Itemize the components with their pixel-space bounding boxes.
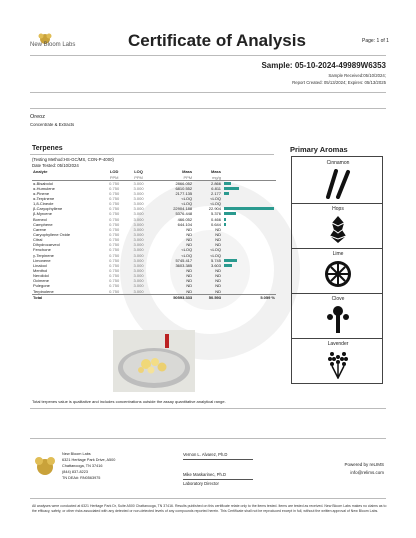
loq-cell: 3.000 [133,237,144,243]
loq-cell: 3.000 [133,242,144,248]
concentration-bar [224,218,226,221]
signature-2-title: Laboratory Director [183,481,219,486]
clove-icon [322,304,354,334]
mass-ppm-cell: <LOQ [181,252,193,258]
lod-cell: 0.750 [109,196,120,202]
total-label: Total [32,294,102,300]
lod-cell: 0.750 [109,262,120,268]
col-analyte: Analyte [33,169,48,175]
analyte-cell: 1,8-Cineole [33,201,54,207]
logo-text: New Bloom Labs [30,42,76,48]
lab-logo-icon [36,30,106,52]
lod-cell: 0.750 [109,180,120,186]
client-type: Concentrate & Extracts [30,122,75,127]
unit-lod: PPM [102,175,126,181]
loq-cell: 3.000 [133,252,144,258]
lod-cell: 0.750 [109,283,120,289]
mass-mg-cell: ND [215,232,221,238]
mass-mg-cell: ND [215,288,221,294]
signature-2: Mike Maskarinec, Ph.D [183,472,227,477]
mass-ppm-cell: ND [186,283,193,289]
analyte-cell: Linalool [33,262,47,268]
loq-cell: 3.000 [133,211,144,217]
disclaimer-divider [30,498,386,499]
loq-cell: 3.000 [133,232,144,238]
analyte-cell: Citral [33,237,43,243]
loq-cell: 3.000 [133,262,144,268]
report-dates: Report Created: 05/13/2024; Expires: 05/13/2025 [292,80,386,85]
mass-mg-cell: 3.603 [210,262,221,268]
loq-cell: 3.000 [133,185,144,191]
concentration-bar [224,192,229,195]
footer-address-2: Chattanooga, TN 37416 [62,464,103,468]
mass-ppm-cell: 3603.385 [175,262,193,268]
lod-cell: 0.750 [109,221,120,227]
mass-mg-cell: ND [215,273,221,279]
total-row [32,294,276,300]
mass-mg-cell: 5.745 [210,257,221,263]
mass-ppm-cell: <LOQ [181,247,193,253]
analyte-cell: Caryophyllene Oxide [33,232,71,238]
note-divider [30,408,386,409]
concentration-bar [224,187,239,190]
mass-ppm-cell: 2177.135 [175,190,193,196]
concentration-bar [224,264,232,267]
total-mass-mg: 50.593 [193,294,222,300]
mass-ppm-cell: 6810.552 [175,185,193,191]
lod-cell: 0.750 [109,216,120,222]
mass-ppm-cell: ND [186,288,193,294]
mass-ppm-cell: ND [186,268,193,273]
lod-cell: 0.750 [109,242,120,248]
mass-mg-cell: ND [215,226,221,232]
mass-mg-cell: <LOQ [210,201,221,207]
col-mass-ppm: Mass [182,169,193,175]
mass-mg-cell: <LOQ [210,196,221,202]
aroma-label-hops: Hops [332,206,344,212]
analyte-cell: Carene [33,226,47,232]
mass-ppm-cell: 466.052 [177,216,193,222]
concentration-bar [224,259,237,262]
mass-ppm-cell: 2866.052 [175,180,193,186]
concentration-bar [224,212,236,215]
aroma-label-lime: Lime [332,251,344,257]
mass-mg-cell: 2.177 [210,190,221,196]
analyte-cell: Terpinolene [33,288,54,294]
lod-cell: 0.750 [109,226,120,232]
hops-icon [322,214,354,244]
mass-ppm-cell: 5745.417 [175,257,193,263]
analyte-cell: β-Caryophyllene [33,206,63,212]
mass-mg-cell: 0.644 [210,221,221,227]
aroma-label-clove: Clove [331,296,345,302]
mass-mg-cell: <LOQ [210,252,221,258]
mass-mg-cell: 0.466 [210,216,221,222]
mass-mg-cell: 6.811 [211,185,221,191]
col-loq: LOQ [134,169,143,175]
sample-photo [113,330,195,392]
mass-ppm-cell: 5376.448 [175,211,193,217]
loq-cell: 3.000 [133,268,144,273]
mass-mg-cell: 5.376 [210,211,221,217]
mass-ppm-cell: <LOQ [181,201,193,207]
analyte-cell: Fenchone [33,247,51,253]
analyte-cell: γ-Terpinene [33,252,54,258]
loq-cell: 3.000 [133,283,144,289]
analyte-cell: α-Bisabolol [33,180,53,186]
footer-divider [30,438,386,439]
lod-cell: 0.750 [109,232,120,238]
analyte-cell: Borneol [33,216,47,222]
loq-cell: 3.000 [133,221,144,227]
mass-mg-cell: ND [215,242,221,248]
mass-ppm-cell: <LOQ [181,196,193,202]
footer-dea: TN DEA#: RN0563975 [62,476,101,480]
analyte-cell: Ocimene [33,278,50,284]
analyte-cell: α-Terpinene [33,196,55,202]
lod-cell: 0.750 [109,278,120,284]
mass-ppm-cell: ND [186,278,193,284]
lod-cell: 0.750 [109,288,120,294]
lod-cell: 0.750 [109,206,120,212]
lod-cell: 0.750 [109,185,120,191]
total-note: Total terpenes value is qualitative and includes concentrations outside the assay quantitative analytical range. [32,399,226,404]
analyte-cell: α-Pinene [33,190,50,196]
footer-phone: (844) 837-8223 [62,470,88,474]
lod-cell: 0.750 [109,211,120,217]
loq-cell: 3.000 [133,216,144,222]
client-name: Oreoz [30,114,45,120]
analyte-cell: Pulegone [33,283,50,289]
page-number: Page: 1 of 1 [362,38,389,44]
powered-by: Powered by reLIMS [344,462,384,467]
analyte-cell: β-Myrcene [33,211,52,217]
lod-cell: 0.750 [109,201,120,207]
lime-icon [322,259,354,289]
footer-lab-name: New Bloom Labs [62,452,91,456]
loq-cell: 3.000 [133,278,144,284]
mass-mg-cell: ND [215,268,221,273]
mass-ppm-cell: ND [186,273,193,279]
sample-received: Sample Received:05/10/2024; [328,73,386,78]
disclaimer: All analyses were conducted at 6321 Heritage Park Dr, Suite A500 Chattanooga, TN 37416. Results published on this certificate relate only to the items tested. Items are tested as received. New Bloom Labs makes no claims as to the efficacy, safety, or other risks associated with any detected or non-detected levels of any compounds reported herein. This Certificate shall not be reproduced except in full, without the written approval of New Bloom Labs. [32,504,387,513]
testing-method: (Testing Method:HS-GC/MS, CON-P-4000) [32,157,114,162]
lod-cell: 0.750 [109,257,120,263]
aroma-label-cinnamon: Cinnamon [326,160,350,166]
concentration-bar [224,182,231,185]
mass-mg-cell: ND [215,237,221,243]
terpenes-title: Terpenes [32,145,63,152]
concentration-bar [224,207,274,210]
terpenes-table [32,169,276,300]
loq-cell: 3.000 [133,273,144,279]
loq-cell: 3.000 [133,257,144,263]
footer-logo-icon [32,452,58,478]
lavender-icon [322,349,354,379]
date-tested: Date Tested: 05/10/2024 [32,163,79,168]
loq-cell: 3.000 [133,190,144,196]
analyte-cell: Menthol [33,268,48,273]
analyte-cell: Dihydrocarveol [33,242,60,248]
unit-loq: PPM [126,175,150,181]
lod-cell: 0.750 [109,190,120,196]
mass-ppm-cell: ND [186,237,193,243]
loq-cell: 3.000 [133,180,144,186]
loq-cell: 3.000 [133,201,144,207]
mass-mg-cell: 22.904 [208,206,221,212]
client-divider [30,108,386,109]
aroma-label-lavender: Lavender [327,341,349,347]
lod-cell: 0.750 [109,247,120,253]
total-percent: 5.059 % [222,294,276,300]
footer-address-1: 6321 Heritage Park Drive, A500 [62,458,116,462]
col-lod: LOD [109,169,119,175]
lod-cell: 0.750 [109,252,120,258]
loq-cell: 3.000 [133,206,144,212]
aromas-panel [291,156,383,384]
loq-cell: 3.000 [133,226,144,232]
mass-mg-cell: <LOQ [210,247,221,253]
document-title: Certificate of Analysis [128,31,306,50]
mass-ppm-cell: ND [186,242,193,248]
analyte-cell: Nerolidol [33,273,49,279]
terpenes-divider [30,154,274,155]
mass-ppm-cell: ND [186,226,193,232]
mass-ppm-cell: ND [186,232,193,238]
mass-mg-cell: 2.866 [210,180,221,186]
lod-cell: 0.750 [109,273,120,279]
loq-cell: 3.000 [133,196,144,202]
analyte-cell: Limonene [33,257,51,263]
loq-cell: 3.000 [133,247,144,253]
cinnamon-icon [322,169,354,199]
bar-cell [222,289,276,295]
signature-1: Vernon L. Alvarez, Ph.D [183,452,228,457]
aromas-title: Primary Aromas [290,145,348,154]
footer-email[interactable]: info@relims.com [350,470,384,475]
lod-cell: 0.750 [109,237,120,243]
analyte-cell: α-Humulene [33,185,55,191]
concentration-bar [224,223,226,226]
header-divider [30,55,386,56]
mass-mg-cell: ND [215,283,221,289]
mass-ppm-cell: 22904.188 [173,206,193,212]
sample-title: Sample: 05-10-2024-49989W6353 [261,61,386,70]
loq-cell: 3.000 [133,288,144,294]
unit-mass-ppm: PPM [151,175,193,181]
unit-mass-mg: mg/g [193,175,222,181]
mass-mg-cell: ND [215,278,221,284]
sample-divider [30,92,386,93]
total-mass-ppm: 50593.333 [151,294,193,300]
lod-cell: 0.750 [109,268,120,273]
col-mass-mg: Mass [210,169,221,175]
mass-ppm-cell: 644.104 [177,221,193,227]
analyte-cell: Camphene [33,221,53,227]
